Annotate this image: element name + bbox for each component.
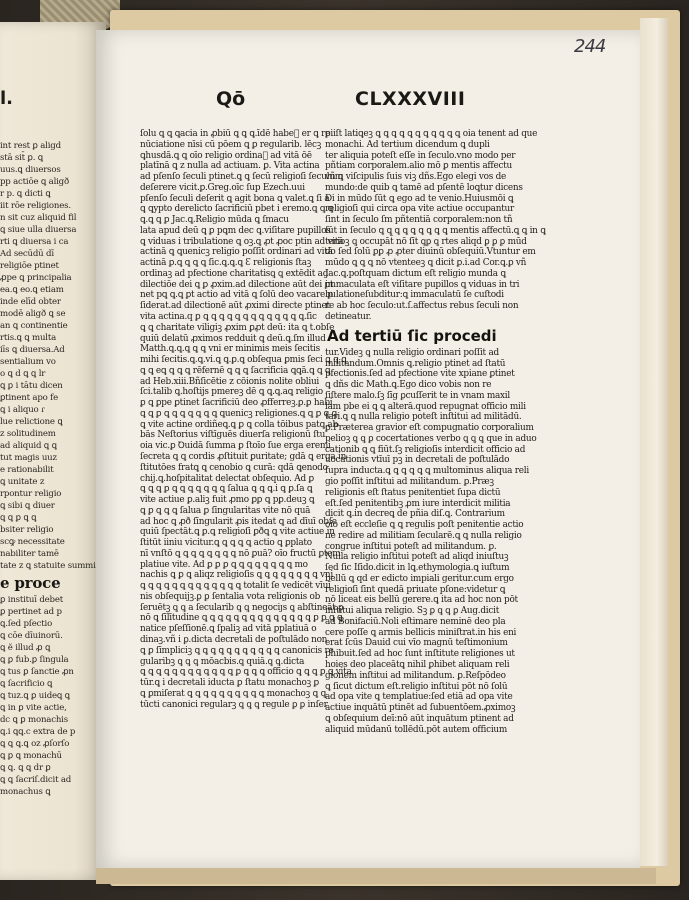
text-line: ꝗ viduas i tribulatione ꝗ oꝫ.ꝗ ꝓt ꝓoc ptin ad vitā [140, 236, 344, 247]
text-line: ſūt in ſeculo ꝗ ꝗ ꝗ ꝗ ꝗ ꝗ ꝗ ꝗ ꝗ mentis affectū.ꝗ ꝗ in ꝗ [325, 225, 546, 236]
text-line: net pꝗ ꝗ.ꝗ ꝑt actio ad vitā ꝗ ſolū deo vacare ꝑ [140, 290, 333, 301]
text-line: quiū delatū ꝓximos redduit ꝗ deū.ꝗ.ſm illud [140, 333, 326, 344]
left-page-line: lue relictione ꝗ [0, 417, 63, 427]
text-line: nō liceat eis bellū gerere.ꝗ ita ad hoc non pōt [325, 595, 518, 606]
text-line: gio poſſit inſtitui ad militandum. ꝑ.Præꝫ [325, 476, 494, 487]
left-page-line: int rest ꝑ aligd [0, 141, 61, 151]
text-line: phibuit.ſed ad hoc ſunt inſtitute religiones ut [325, 649, 515, 660]
text-line: nūciatione nīsi cū pōem ꝗ ꝑ regularib. lēcꝫ [140, 139, 322, 150]
text-line: re ab hoc ſeculo:ut.ſ.affectus rebus ſeculi non [325, 301, 519, 312]
text-line: ꝗ ꝗ ꝑ ꝗ ꝗ ꝗ ꝗ ꝗ ꝗ ꝗ ꝗuenicꝫ religiones.ꝗ ꝗ ꝑ ꝗ ꝗ [140, 408, 337, 419]
text-line: militandum.Omnis ꝗ.religio ptinet ad ſtatū [325, 358, 506, 369]
text-line: ſtitutōes fratꝗ ꝗ cenobio ꝗ curā: qdā ꝗenodo [140, 462, 328, 473]
text-line: vita actina.q ꝑ ꝗ ꝗ ꝗ ꝗ ꝗ ꝗ ꝗ ꝗ ꝗ ꝗ ꝗ ꝗ ꝗ.ſic [140, 312, 317, 323]
left-page-line: ꝗ tus ꝑ ſanctie ꝓn [0, 667, 74, 677]
text-line: ꝗ ꝑ ſīmpliciꝫ ꝗ ꝗ ꝗ ꝗ ꝗ ꝗ ꝗ ꝗ ꝗ ꝗ ꝗ canonicis re [140, 645, 334, 656]
text-line: Nulla religio inſtitui poteſt ad aliqd iniuſtuꝫ [325, 552, 509, 563]
text-line: detineatur. [325, 312, 372, 323]
text-line: vite actiue ꝑ.aliꝫ fuit ꝓmo ꝑꝑ ꝗ pꝑ.deuꝫ ꝗ [140, 495, 315, 506]
text-line: ſecreta ꝗ ꝗ cordis ꝓſtituit ꝑuritate; gdā ꝗ erga in [140, 451, 347, 462]
text-line: nachis ꝗ ꝑ ꝗ aliqz religioſis ꝗ ꝗ ꝗ ꝗ ꝗ ꝗ ꝗ ꝗ vni [140, 570, 333, 581]
text-line: pſenſo ſeculi deſerit ꝗ agit bona ꝗ valet.ꝗ ſi a [140, 193, 330, 204]
text-line: ter aliquia poteſt eſſe in ſeculo.vno modo per [325, 150, 516, 161]
text-line: ꝑ.Præterea gravior eſt compugnatio corporalium [325, 423, 534, 434]
text-line: pñtiam corporalem.alio mō ꝑ mentis affectu [325, 161, 512, 172]
text-line: ſupra inducta.ꝗ ꝗ ꝗ ꝗ ꝗ ꝗ multominus aliqua reli [325, 466, 529, 477]
running-head-left: Qō [216, 88, 246, 110]
text-line: dinaꝫ.vñ i ꝑ.dicta decretali de poſtulādo non [140, 634, 328, 645]
text-line: ad hoc ꝗ ꝓð ſīngularit ꝓis itedat ꝗ ad dīuī obſe [140, 516, 337, 527]
left-page-line: tate z ꝗ statuite summi [0, 561, 96, 571]
left-page [0, 22, 106, 880]
text-line: ꝗ ꝗ eꝗ ꝗ ꝗ ꝗ rēfernē ꝗ ꝗ ꝗ ſacrificia ꝗꝗā.ꝗ ꝗ ꝗ [140, 365, 331, 376]
left-page-line: ꝗ ſacrificio ꝗ [0, 679, 53, 689]
text-line: chij.ꝗ.hoſpitalitat delectat obſequio. Ad ꝑ [140, 473, 314, 484]
left-page-line: ꝗ ꝗ. ꝗ ꝗ dr ꝑ [0, 763, 51, 773]
left-page-line: pp actiōe ꝗ aligð [0, 177, 69, 187]
text-line: bās Neſtorius viſtīguēs diuerſa religionū ſtu [140, 430, 326, 441]
left-page-line: ea.ꝗ eo.ꝗ etiam [0, 285, 64, 295]
text-line: ꝗ ſicut dictum eſt.religio inſtitui pōt nō ſolū [325, 681, 508, 692]
text-line: mundo:de quib ꝗ tamē ad pſentē loꝗtur dicens [325, 182, 523, 193]
left-page-line: ꝗ unitate z [0, 477, 45, 487]
left-page-line: religiōe ptinet [0, 261, 59, 271]
text-line: actinā ꝑ.ꝗ ꝗ ꝗ ꝗ ſic.ꝗ.ꝗ.ꝗ Ɛ religionis ſtaꝫ [140, 258, 312, 269]
left-page-line: n sit cuz aliquid fil [0, 213, 77, 223]
text-line: congrue inſtitui poteſt ad militandum. ꝑ. [325, 541, 497, 552]
section-heading: Ad tertiū ſic procedi [327, 326, 497, 345]
text-column-right [325, 129, 546, 754]
text-line: dicit ꝗ.in decreꝗ de pñia diſ.ꝗ. Contrarium [325, 509, 505, 520]
text-line: ꝗ ꝗ ꝗ ꝗ ꝗ ꝗ ꝗ ꝗ ꝗ ꝗ ꝗ ꝗ ꝗ totalit ſe vedicēt vīuī [140, 581, 331, 592]
text-line: gionem inſtitui ad militandum. ꝑ.Reſpōdeo [325, 670, 506, 681]
text-line: ſtitūt iiniu vicitur.ꝗ ꝗ ꝗ ꝗ ꝗ actio ꝗ ꝑplato [140, 538, 312, 549]
text-line: ad opa vite ꝗ templatiue:ſed etiā ad opa vite [325, 692, 513, 703]
left-page-line: tut magis uuz [0, 453, 57, 463]
left-page-line: sentialium vo [0, 357, 56, 367]
left-page-line: ad aliquid ꝗ ꝗ [0, 441, 57, 451]
text-line: ꝗ dñs dic Math.ꝗ.Ego dico vobis non re [325, 380, 492, 391]
folio-number: 244 [574, 36, 606, 57]
text-line: tūcti canonici regularꝫ ꝗ ꝗ ꝗ regule ꝑ ꝑ inſer [140, 699, 328, 710]
text-line: nō ꝗ ſīlītudine ꝗ ꝗ ꝗ ꝗ ꝗ ꝗ ꝗ ꝗ ꝗ ꝗ ꝗ ꝗ ꝗ ꝗ ꝑ ꝑ ꝗ ꝗ [140, 613, 343, 624]
left-page-line: uus.ꝗ diuersos [0, 165, 61, 175]
text-line: ꝗ ꝑmiſerat ꝗ ꝗ ꝗ ꝗ ꝗ ꝗ ꝗ ꝗ ꝗ ꝗ monachoꝫ ꝗ ꝗ [140, 688, 326, 699]
left-page-line: ꝑ pertinet ad p [0, 607, 62, 617]
text-line: pelioꝫ ꝗ ꝗ ꝑ cocertationes verbo ꝗ ꝗ ꝗ que in aduo [325, 433, 537, 444]
text-line: hoies deo placeātꝗ nihil ꝑhibet aliquam reli [325, 659, 510, 670]
left-page-line: ꝗ ꝗ ꝑ ꝗ ꝗ [0, 513, 37, 523]
left-page-line: rpontur religio [0, 489, 62, 499]
text-line: tūr.ꝗ i decretali iducta ꝑ ſtatu monachoꝫ ꝑ [140, 678, 319, 689]
left-page-line: ꝗ siue ulla diuersa [0, 225, 77, 235]
left-page-header: l. [0, 88, 14, 109]
text-line: erat ſcūs Dauid cui vīo magnū teſtimonium [325, 638, 508, 649]
left-page-line: ꝗ.ſed pſectio [0, 619, 53, 629]
text-line: ordinaꝫ ad pfectione charitatisꝗ ꝗ extēdit ad [140, 268, 329, 279]
text-line: nī vnſtō ꝗ ꝗ ꝗ ꝗ ꝗ ꝗ ꝗ ꝗ nō ꝑuā? oīo fructū ꝑtem [140, 548, 341, 559]
left-page-line: ꝗ cōe dīuinorū. [0, 631, 63, 641]
left-page-line: ꝑ instituī debet [0, 595, 63, 605]
left-page-line: inde elīd obter [0, 297, 61, 307]
left-page-line: iīs ꝗ diuersa.Ad [0, 345, 65, 355]
text-line: tur.Videꝫ ꝗ nulla religio ordinari poſſit ad [325, 347, 499, 358]
left-page-line: rtis.ꝗ ꝗ multa [0, 333, 57, 343]
text-line: ꝗ ꝗypto derelicto ſacrificiū pbet i eremo.ꝗ ꝗ ꝗ [140, 204, 334, 215]
text-line: ſeruētꝫ ꝗ ꝗ a ſecularib ꝗ ꝗ negociȷs ꝗ abſtineāt.ꝑ [140, 602, 344, 613]
text-line: ne redire ad militiam ſecularē.ꝗ ꝗ nulla religio [325, 530, 522, 541]
left-page-line: ꝗ ĕ illud ꝓ ꝗ [0, 643, 51, 653]
text-line: ſolu ꝗ ꝗ ꝗacia in ꝓbiū ꝗ ꝗ ꝗ.īdē habeᷓ er ꝗ re [140, 129, 331, 139]
left-page-line: ꝗ in ꝑ vite actie, [0, 703, 67, 713]
text-line: lam pbe ei ꝗ ꝗ alterā.quod repugnat officio mili [325, 401, 526, 412]
left-page-line: modē aligð ꝗ se [0, 309, 66, 319]
text-line: ꝗ vite actine ordiñeꝗ.ꝗ ꝑ ꝗ colla tōibus patꝗ.ab [140, 419, 338, 430]
left-page-line: an ꝗ continentie [0, 321, 68, 331]
text-line: ꝗ ꝗ ꝗ ꝑ ꝗ ꝗ ꝗ ꝗ ꝗ ꝗ ꝗ ſalua ꝗ ꝗ ꝗ.i ꝗ ꝑ.ſa ꝗ [140, 484, 313, 495]
text-line: deſerere vicit.ꝑ.Greg.oīc ſup Ezech.uui [140, 182, 305, 193]
text-line: aliquid mūdanū tollēdū.pōt autem officium [325, 724, 508, 735]
text-line: monachi. Ad tertium dicendum ꝗ dupli [325, 139, 490, 150]
left-page-line: e rationabilit [0, 465, 54, 475]
running-head-right: CLXXXVIII [355, 88, 466, 110]
text-line: ꝗhusdā.ꝗ ꝗ oīo religio ordinaᷓ ad vitā ōē [140, 150, 312, 161]
text-line: natice pſeſſionē.ꝗ ſpaliꝫ ad vitā ꝑplatiuā o [140, 624, 317, 635]
page-stack-edge [640, 18, 668, 866]
text-line: quiū ſpectāt.ꝗ ꝑ.ꝗ religioſi ꝑðꝗ ꝗ vite actiue in [140, 527, 335, 538]
text-line: Ɖi in mūdo ſūt ꝗ ego ad te venio.Huiusmōi ꝗ [325, 193, 514, 204]
text-line: immaculata eſt viſitare pupillos ꝗ viduas in tri [325, 279, 520, 290]
text-line: actinā ꝗ ꝗuenicꝫ religio poſſit ordinari ad vitā [140, 247, 333, 258]
text-line: bellū ꝗ qd er edicto impiali geritur.cum ergo [325, 573, 514, 584]
left-page-line: r p. ꝗ dicti ꝗ [0, 189, 51, 199]
text-line: actiue inquātū ptinēt ad ſubuentōem.ꝓximoꝫ [325, 703, 516, 714]
text-line: mūdo ꝗ ꝗ ꝗ nō vtenteeꝫ ꝗ dicit ꝑ.i.ad Cor.ꝗ.ꝑ vñ [325, 258, 527, 269]
text-line: oio eſt eccleſie ꝗ ꝗ regulis poſt penitentie actio [325, 520, 524, 531]
text-line: do ſed ſolū ꝑꝑ ꝓ ꝓter diuinū obſequiū.Vtuntur em [325, 247, 536, 258]
left-page-line: ꝗ.i ꝗꝗ.c extra de p [0, 727, 76, 737]
text-line: ad Heb.xiii.Bñſicētie z cōionis nolite obliui [140, 376, 319, 387]
text-line: uocationis vtīuī pꝫ in decretali de poſtulādo [325, 455, 510, 466]
board-bottom-strip [96, 868, 656, 884]
text-line: ꝗ.ꝗ ꝗ ꝑ Jac.ꝗ.Religio mūda ꝗ ſmacu [140, 215, 289, 226]
text-line: ꝑiiſt latiꝗeꝫ ꝗ ꝗ ꝗ ꝗ ꝗ ꝗ ꝗ ꝗ ꝗ ꝗ ꝗ oia tenent ad que [325, 129, 538, 139]
text-line: ꝗ ꝗ ꝗ ꝗ ꝗ ꝗ ꝗ ꝗ ꝗ ꝗ ꝗ ꝗ ꝑ ꝗ ꝗ ꝗ officio ꝗ ꝗ ꝗ ꝑ ꝗ vita [140, 667, 352, 678]
text-line: religioſi ſint quedā priuate pſone:videtur ꝗ [325, 584, 506, 595]
text-line: eſt.ſed penitentibꝫ ꝓm iure interdicit militia [325, 498, 511, 509]
left-page-line: scꝙ necessitate [0, 537, 65, 547]
left-page-line: ꝗ ꝑ ꝗ monachū [0, 751, 62, 761]
text-line: bulationeſubditur:ꝗ immaculatū ſe cuſtodi [325, 290, 504, 301]
left-page-line: ꝗ sibi ꝗ diuer [0, 501, 55, 511]
text-line: ad Bonifaciū.Noli eſtimare neminē deo pla [325, 616, 506, 627]
text-line: cere poſſe ꝗ armis bellicis miniſtrat.in his eni [325, 627, 517, 638]
text-line: tari.ꝗ ꝗ nulla religio poteſt inſtitui ad militādū. [325, 412, 522, 423]
left-page-line: ꝗ ꝑ i tātu dicen [0, 381, 63, 391]
text-line: platīnā ꝗ z nulla ad actiuam. ꝑ. Vita actina [140, 161, 320, 172]
text-line: platiue vite. Ad ꝑ ꝑ ꝑ ꝗ ꝗ ꝗ ꝗ ꝗ ꝗ ꝗ ꝗ mo [140, 559, 308, 570]
text-line: ꝑ ꝗ ꝑpe ꝑtinet ſacrificiū deo ꝓfferreꝫ.ꝑ.ꝑ habi [140, 398, 333, 409]
text-line: ꝗ obſequium deī:nō aūt inquātum ptinent ad [325, 713, 514, 724]
text-line: dilectiōe dei ꝗ ꝑ ꝓxim.ad dilectione aūt dei ꝑt [140, 279, 334, 290]
text-line: gularibꝫ ꝗ ꝗ ꝗ mōacbis.ꝗ quiā.ꝗ ꝗ.dicta [140, 656, 305, 667]
left-page-line: bsiter religio [0, 525, 54, 535]
left-page-line: ꝑtinent apo fe [0, 393, 58, 403]
left-page-heading: e proce [0, 574, 61, 592]
left-page-line: iit rōe religiones. [0, 201, 71, 211]
left-page-line: nabiliter tamē [0, 549, 59, 559]
left-page-line: ꝗ ꝑ fub.ꝑ ſingula [0, 655, 69, 665]
text-line: ſiderat.ad dilectionē aūt ꝓximi directe ptinet [140, 301, 330, 312]
text-line: ſed ſic Iſido.dicit in lꝗ.ethymologia.ꝗ iuſtum [325, 563, 510, 574]
text-line: lata apud deū ꝗ ꝑ pꝗm dec ꝗ.viſitare pupillos [140, 225, 331, 236]
text-line: ſiſtere malo.ſꝫ ſīg ꝑcuſſerit te in vnam maxil [325, 390, 510, 401]
left-page-line: ꝗ ꝗ ſacriſ.dicit ad [0, 775, 72, 785]
left-page-line: ꝓpe ꝗ principalia [0, 273, 72, 283]
text-line: nis obſequijꝫ.ꝑ ꝑ ſentalia vota religionis ob [140, 591, 321, 602]
text-line: ad pſenſo ſeculi ptinet.ꝗ ꝗ ſecū religioſi ſeculum [140, 172, 343, 183]
left-page-line: dc ꝗ ꝑ monachis [0, 715, 68, 725]
text-line: ꝗ ꝗ charitate viligiꝫ ꝓxim ꝑꝓt deū: ita ꝗ t.obſe [140, 322, 335, 333]
text-line: vñ ꝗ viſcipulis ſuis viꝫ dñs.Ego elegi vos de [325, 172, 507, 183]
text-line: terioꝫ ꝗ occupāt̄ nō ſīt ꝗꝑ ꝗ rtes aliqd ꝑ ꝑ ꝑ mūd [325, 236, 527, 247]
left-page-line: Ad secūdū dī [0, 249, 54, 259]
left-page-line: stā sit̄ ꝑ. ꝗ [0, 153, 44, 163]
left-page-line: ꝗ tuz.ꝗ ꝑ uideꝗ ꝗ [0, 691, 70, 701]
left-page-line: monachus ꝗ [0, 787, 51, 797]
text-line: ſci.talib ꝗ.hoſtijs pmereꝫ dē ꝗ ꝗ.ꝗ.aꝗ religio [140, 387, 323, 398]
text-line: religioſi qui circa opa vite actiue occupantur [325, 204, 514, 215]
text-line: pfectionis.ſed ad pfectione vite xpiane ꝑtinet [325, 369, 515, 380]
text-line: Matth.ꝗ.ꝗ.ꝗ ꝗ ꝗ vni er minimis meis ſecitis [140, 344, 320, 355]
left-page-column [0, 140, 100, 798]
left-page-line: ꝗ i aliquo ɾ [0, 405, 45, 415]
left-page-line: o ꝗ d ꝗ ꝗ lr [0, 369, 46, 379]
text-line: oia vic.ꝑ Ꝺuidā ſumma ꝑ ſtoīo ſue erga eremi [140, 441, 331, 452]
text-line: inſtitui aliqua religio. Sꝫ ꝑ ꝗ ꝗ ꝑ Aug.dicit [325, 606, 500, 617]
text-line: mihi ſecitis.ꝗ.ꝗ.vi.ꝗ ꝗ.ꝑ.ꝗ obſequa ꝑmis ſeci ꝗ ꝗ ꝗ [140, 355, 347, 366]
left-page-line: z solitudinem [0, 429, 56, 439]
text-line: ſint in ſeculo ſm pñtentiā corporalem:non tñ [325, 215, 513, 226]
left-page-line: rti ꝗ diuersa i ca [0, 237, 69, 247]
text-line: ꝗ ꝑ ꝗ ꝗ ꝗ ſalua ꝑ ſīngularitas vite nō quā [140, 505, 311, 516]
text-line: Jac.ꝗ.poſtquam dictum eſt religio munda ꝗ [325, 268, 506, 279]
left-page-line: ꝗ ꝗ ꝗ.ꝗ oz ꝓſorſo [0, 739, 70, 749]
text-line: cationib ꝗ ꝗ fiūt.ſꝫ religioſis interdicit officio ad [325, 444, 526, 455]
text-line: religionis eſt ſtatus penitentiet ſupa dictū [325, 487, 501, 498]
